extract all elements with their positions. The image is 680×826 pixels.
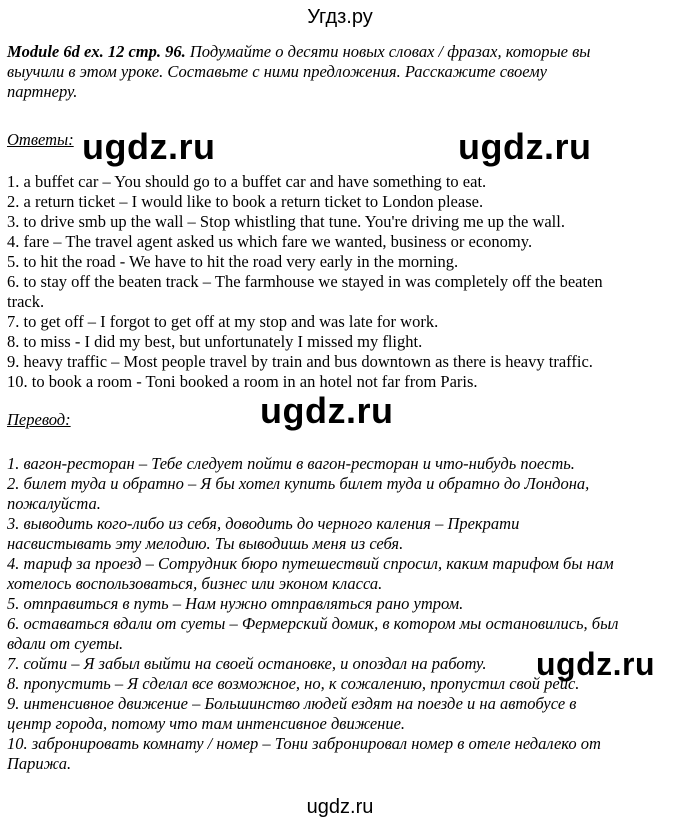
- watermark: ugdz.ru: [458, 126, 592, 167]
- task-heading: Module 6d ex. 12 стр. 96.: [7, 42, 186, 61]
- answer-line: 9. heavy traffic – Most people travel by train and bus downtown as there is heavy traffic.: [7, 352, 593, 371]
- translation-line: 5. отправиться в путь – Нам нужно отправляться рано утром.: [7, 594, 464, 613]
- watermark: ugdz.ru: [536, 646, 656, 682]
- translation-line: хотелось воспользоваться, бизнес или эконом класса.: [7, 574, 383, 593]
- answer-line: 7. to get off – I forgot to get off at my stop and was late for work.: [7, 312, 439, 331]
- answer-line: 4. fare – The travel agent asked us which fare we wanted, business or economy.: [7, 232, 533, 251]
- translation-line: 3. выводить кого-либо из себя, доводить до черного каления – Прекрати: [7, 514, 520, 533]
- translation-line: вдали от суеты.: [7, 634, 124, 653]
- answer-line: 5. to hit the road - We have to hit the road very early in the morning.: [7, 252, 459, 271]
- translation-line: Парижа.: [7, 754, 72, 773]
- watermark: ugdz.ru: [260, 390, 394, 431]
- translation-line: 6. оставаться вдали от суеты – Фермерский домик, в котором мы остановились, был: [7, 614, 619, 633]
- answer-line: 3. to drive smb up the wall – Stop whistling that tune. You're driving me up the wall.: [7, 212, 565, 231]
- translation-line: насвистывать эту мелодию. Ты выводишь меня из себя.: [7, 534, 404, 553]
- task-intro: [7, 42, 673, 102]
- translation-line: пожалуйста.: [7, 494, 101, 513]
- translation-label: Перевод:: [7, 410, 71, 429]
- translation-line: 10. забронировать комнату / номер – Тони забронировал номер в отеле недалеко от: [7, 734, 601, 753]
- answer-line: 8. to miss - I did my best, but unfortunately I missed my flight.: [7, 332, 423, 351]
- answer-line: track.: [7, 292, 45, 311]
- translation-list: [7, 454, 673, 774]
- translation-line: 1. вагон-ресторан – Тебе следует пойти в вагон-ресторан и что-нибудь поесть.: [7, 454, 575, 473]
- answers-label: Ответы:: [7, 130, 74, 149]
- translation-line: 4. тариф за проезд – Сотрудник бюро путешествий спросил, каким тарифом бы нам: [7, 554, 614, 573]
- answer-line: 1. a buffet car – You should go to a buffet car and have something to eat.: [7, 172, 487, 191]
- watermark: ugdz.ru: [82, 126, 216, 167]
- translation-line: 2. билет туда и обратно – Я бы хотел купить билет туда и обратно до Лондона,: [7, 474, 590, 493]
- translation-line: 7. сойти – Я забыл выйти на своей остановке, и опоздал на работу.: [7, 654, 487, 673]
- translation-line: 9. интенсивное движение – Большинство людей ездят на поезде и на автобусе в: [7, 694, 577, 713]
- translation-line: центр города, потому что там интенсивное движение.: [7, 714, 406, 733]
- page-header-title: Угдз.ру: [307, 6, 373, 28]
- answer-line: 10. to book a room - Toni booked a room in an hotel not far from Paris.: [7, 372, 478, 391]
- task-instruction-line: Подумайте о десяти новых словах / фразах, которые вы: [189, 42, 591, 61]
- translation-line: 8. пропустить – Я сделал все возможное, но, к сожалению, пропустил свой рейс.: [7, 674, 580, 693]
- answer-line: 6. to stay off the beaten track – The farmhouse we stayed in was completely off the beaten: [7, 272, 603, 291]
- task-instruction-line: выучили в этом уроке. Составьте с ними предложения. Расскажите своему: [7, 62, 547, 81]
- answer-line: 2. a return ticket – I would like to book a return ticket to London please.: [7, 192, 484, 211]
- answers-list: [7, 172, 673, 392]
- task-instruction-line: партнеру.: [7, 82, 78, 101]
- page-footer-title: ugdz.ru: [306, 796, 374, 818]
